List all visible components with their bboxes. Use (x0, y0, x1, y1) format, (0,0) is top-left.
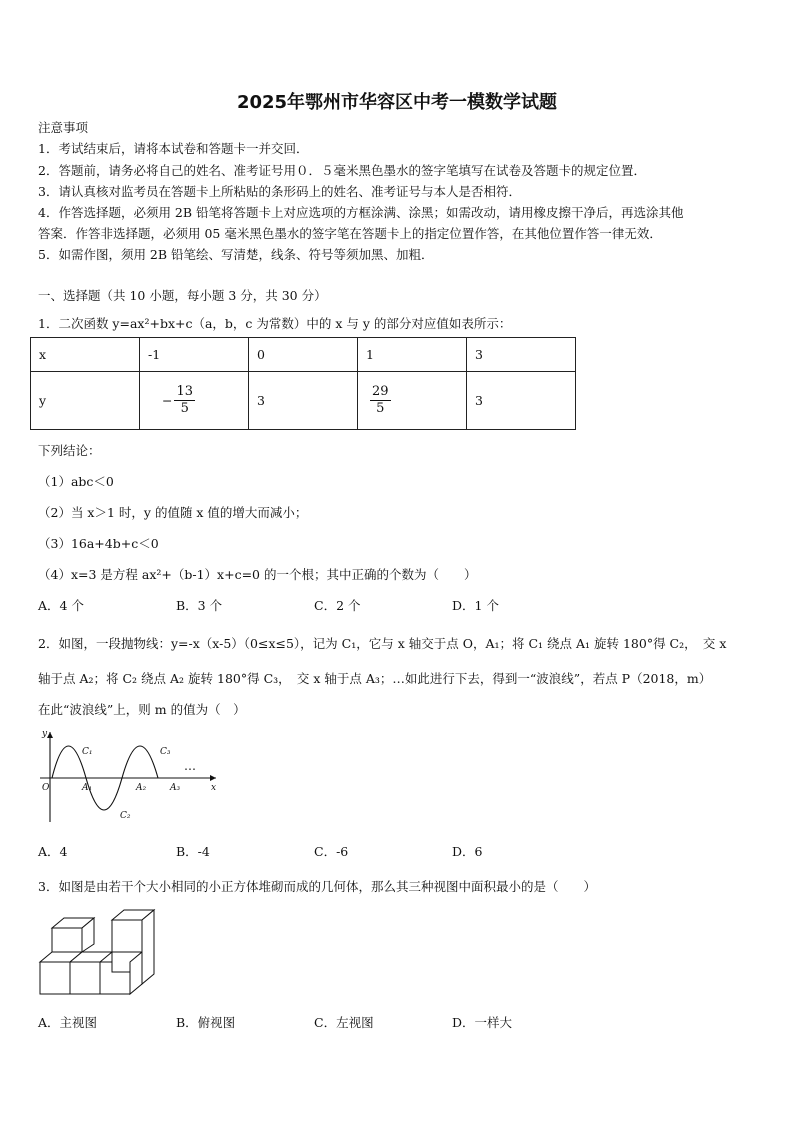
table-row (31, 338, 576, 372)
option-a[interactable]: A．4 个 (38, 598, 84, 613)
option-c[interactable]: C．-6 (314, 844, 349, 859)
option-a[interactable]: A．主视图 (38, 1015, 98, 1030)
curve-c1 (52, 746, 86, 778)
label-c3: C₃ (160, 747, 171, 757)
notice-item: 5．如需作图，须用 2B 铅笔绘、写清楚，线条、符号等须加黑、加粗． (38, 247, 434, 262)
ellipsis: … (184, 759, 196, 773)
value-table (30, 337, 576, 430)
label-a2: A₂ (136, 783, 147, 793)
label-a1: A₁ (82, 783, 93, 793)
conclusion: （4）x=3 是方程 ax²+（b-1）x+c=0 的一个根；其中正确的个数为（ ） (38, 567, 477, 582)
option-d[interactable]: D．一样大 (452, 1015, 513, 1030)
denominator: 5 (180, 401, 189, 416)
option-c[interactable]: C．2 个 (314, 598, 361, 613)
table-cell: -1 (140, 338, 249, 372)
conclusion: （1）abc＜0 (38, 474, 114, 489)
table-cell: 3 (249, 372, 358, 430)
cube-face (70, 962, 100, 994)
option-a[interactable]: A．4 (38, 844, 68, 859)
question-2-line: 2．如图，一段抛物线：y=-x（x-5）（0≤x≤5），记为 C₁，它与 x 轴交于点 O，A₁；将 C₁ 绕点 A₁ 旋转 180°得 C₂， 交 x (38, 636, 727, 651)
section-heading: 一、选择题（共 10 小题，每小题 3 分，共 30 分） (38, 288, 327, 303)
label-x: x (211, 783, 217, 793)
option-b[interactable]: B．-4 (176, 844, 210, 859)
label-y: y (42, 729, 48, 739)
conclusion: （2）当 x＞1 时，y 的值随 x 值的增大而减小； (38, 505, 308, 520)
page-title: 2025年鄂州市华容区中考一模数学试题 (236, 92, 558, 113)
table-cell: 1 (358, 338, 467, 372)
cube-figure (38, 906, 160, 998)
y-arrow-icon (47, 732, 53, 738)
cube-face (112, 920, 142, 952)
x-arrow-icon (210, 775, 216, 781)
question-3-stem: 3．如图是由若干个大小相同的小正方体堆砌而成的几何体，那么其三种视图中面积最小的是（ ） (38, 879, 596, 894)
notice-item: 答案．作答非选择题，必须用 05 毫米黑色墨水的签字笔在答题卡上的指定位置作答，在其他位置作答一律无效． (38, 226, 662, 241)
curve-c3 (122, 746, 158, 778)
question-1-stem: 1．二次函数 y=ax²+bx+c（a，b，c 为常数）中的 x 与 y 的部分对应值如表所示： (38, 316, 512, 331)
notice-heading: 注意事项 (38, 120, 89, 135)
conclusion: （3）16a+4b+c＜0 (38, 536, 159, 551)
notice-item: 3．请认真核对监考员在答题卡上所粘贴的条形码上的姓名、准考证号与本人是否相符． (38, 184, 521, 199)
table-cell: 0 (249, 338, 358, 372)
table-cell: 3 (467, 338, 576, 372)
label-c2: C₂ (120, 811, 131, 821)
table-cell (358, 372, 467, 430)
notice-item: 2．答题前，请务必将自己的姓名、准考证号用０．５毫米黑色墨水的签字笔填写在试卷及答题卡的规定位置． (38, 163, 646, 178)
option-b[interactable]: B．俯视图 (176, 1015, 236, 1030)
label-a3: A₃ (170, 783, 181, 793)
cube-face (52, 928, 82, 952)
option-b[interactable]: B．3 个 (176, 598, 223, 613)
label-c1: C₁ (82, 747, 93, 757)
cube-side (142, 910, 154, 984)
wave-figure (36, 726, 226, 826)
question-2-line: 轴于点 A₂；将 C₂ 绕点 A₂ 旋转 180°得 C₃， 交 x 轴于点 A₃；…如此进行下去，得到一“波浪线”，若点 P（2018，m） (38, 671, 712, 686)
question-2-line: 在此“波浪线”上，则 m 的值为（ ） (38, 702, 246, 717)
numerator: 13 (176, 384, 194, 399)
table-cell: x (31, 338, 140, 372)
notice-item: 1．考试结束后，请将本试卷和答题卡一并交回． (38, 141, 309, 156)
label-o: O (42, 783, 50, 793)
option-c[interactable]: C．左视图 (314, 1015, 374, 1030)
table-cell: 3 (467, 372, 576, 430)
option-d[interactable]: D．6 (452, 844, 483, 859)
denominator: 5 (376, 401, 385, 416)
table-row (31, 372, 576, 430)
fraction (174, 384, 195, 417)
table-cell (140, 372, 249, 430)
numerator: 29 (372, 384, 389, 399)
fraction (370, 384, 391, 417)
table-cell: y (31, 372, 140, 430)
conclusions-heading: 下列结论： (38, 443, 101, 458)
cube-face (40, 962, 70, 994)
notice-item: 4．作答选择题，必须用 2B 铅笔将答题卡上对应选项的方框涂满、涂黑；如需改动，请用橡皮擦干净后，再选涂其他 (38, 205, 684, 220)
option-d[interactable]: D．1 个 (452, 598, 499, 613)
minus-sign: − (162, 393, 173, 408)
